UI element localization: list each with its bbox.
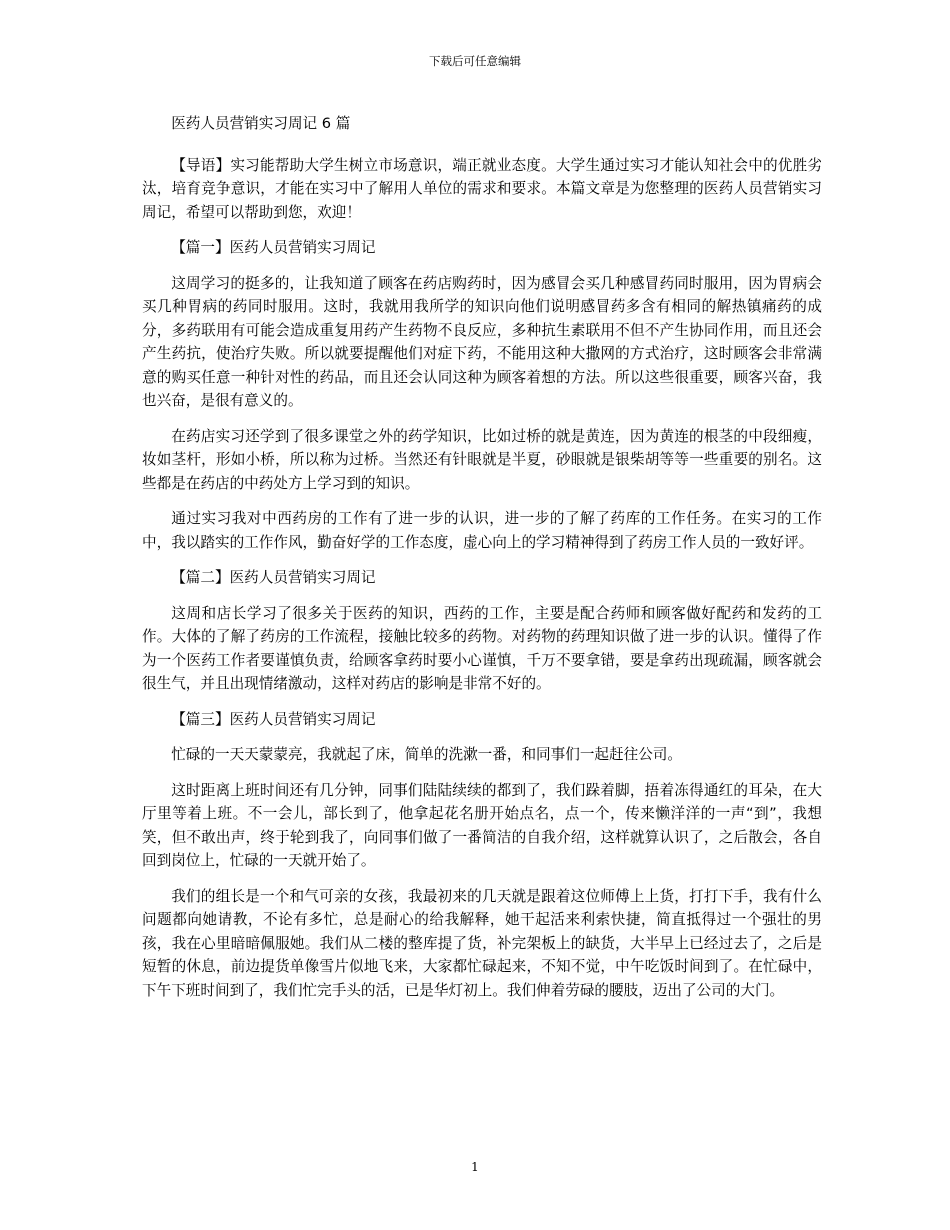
section-2-paragraph-1: 这周和店长学习了很多关于医药的知识，西药的工作，主要是配合药师和顾客做好配药和发药的工作。大体的了解了药房的工作流程，接触比较多的药物。对药物的药理知识做了进一步的认识。懂得了作为一个医药工作者要谨慎负责，给顾客拿药时要小心谨慎，千万不要拿错，要是拿药出现疏漏，顾客就会很生气，并且出现情绪激动，这样对药店的影响是非常不好的。 (142, 604, 822, 692)
section-3-paragraph-2: 这时距离上班时间还有几分钟，同事们陆陆续续的都到了，我们跺着脚，捂着冻得通红的耳朵，在大厅里等着上班。不一会儿，部长到了，他拿起花名册开始点名，点一个，传来懒洋洋的一声“到”，我想笑，但不敢出声，终于轮到我了，向同事们做了一番简洁的自我介绍，这样就算认识了，之后散会，各自回到岗位上，忙碌的一天就开始了。 (142, 781, 822, 869)
page-header-note: 下载后可任意编辑 (429, 54, 521, 68)
page-number: 1 (471, 1160, 479, 1174)
section-heading-3: 【篇三】医药人员营销实习周记 (171, 710, 376, 728)
section-1-paragraph-1: 这周学习的挺多的，让我知道了顾客在药店购药时，因为感冒会买几种感冒药同时服用，因为胃病会买几种胃病的药同时服用。这时，我就用我所学的知识向他们说明感冒药多含有相同的解热镇痛药的成分，多药联用有可能会造成重复用药产生药物不良反应，多种抗生素联用不但不产生协同作用，而且还会产生药抗，使治疗失败。所以就要提醒他们对症下药，不能用这种大撒网的方式治疗，这时顾客会非常满意的购买任意一种针对性的药品，而且还会认同这种为顾客着想的方法。所以这些很重要，顾客兴奋，我也兴奋，是很有意义的。 (142, 274, 822, 409)
intro-paragraph: 【导语】实习能帮助大学生树立市场意识，端正就业态度。大学生通过实习才能认知社会中的优胜劣汰，培育竞争意识，才能在实习中了解用人单位的需求和要求。本篇文章是为您整理的医药人员营销实习周记，希望可以帮助到您，欢迎！ (142, 156, 822, 221)
section-heading-1: 【篇一】医药人员营销实习周记 (171, 239, 376, 256)
document-title: 医药人员营销实习周记 6 篇 (171, 115, 351, 132)
section-heading-2: 【篇二】医药人员营销实习周记 (171, 569, 376, 586)
section-1-paragraph-3: 通过实习我对中西药房的工作有了进一步的认识，进一步的了解了药库的工作任务。在实习的工作中，我以踏实的工作作风，勤奋好学的工作态度，虚心向上的学习精神得到了药房工作人员的一致好评。 (142, 510, 822, 551)
section-3-paragraph-1: 忙碌的一天天蒙蒙亮，我就起了床，简单的洗漱一番，和同事们一起赶往公司。 (171, 746, 682, 763)
section-3-paragraph-3: 我们的组长是一个和气可亲的女孩，我最初来的几天就是跟着这位师傅上上货，打打下手，我有什么问题都向她请教，不论有多忙，总是耐心的给我解释，她干起活来利索快捷，简直抵得过一个强壮的男孩，我在心里暗暗佩服她。我们从二楼的整库提了货，补完架板上的缺货，大半早上已经过去了，之后是短暂的休息，前边提货单像雪片似地飞来，大家都忙碌起来，不知不觉，中午吃饭时间到了。在忙碌中，下午下班时间到了，我们忙完手头的活，已是华灯初上。我们伸着劳碌的腰肢，迈出了公司的大门。 (142, 887, 822, 999)
document-body (142, 112, 822, 1014)
section-1-paragraph-2: 在药店实习还学到了很多课堂之外的药学知识，比如过桥的就是黄连，因为黄连的根茎的中段细瘦，妆如茎杆，形如小桥，所以称为过桥。当然还有针眼就是半夏，砂眼就是银柴胡等等一些重要的别名。这些都是在药店的中药处方上学习到的知识。 (142, 427, 822, 492)
